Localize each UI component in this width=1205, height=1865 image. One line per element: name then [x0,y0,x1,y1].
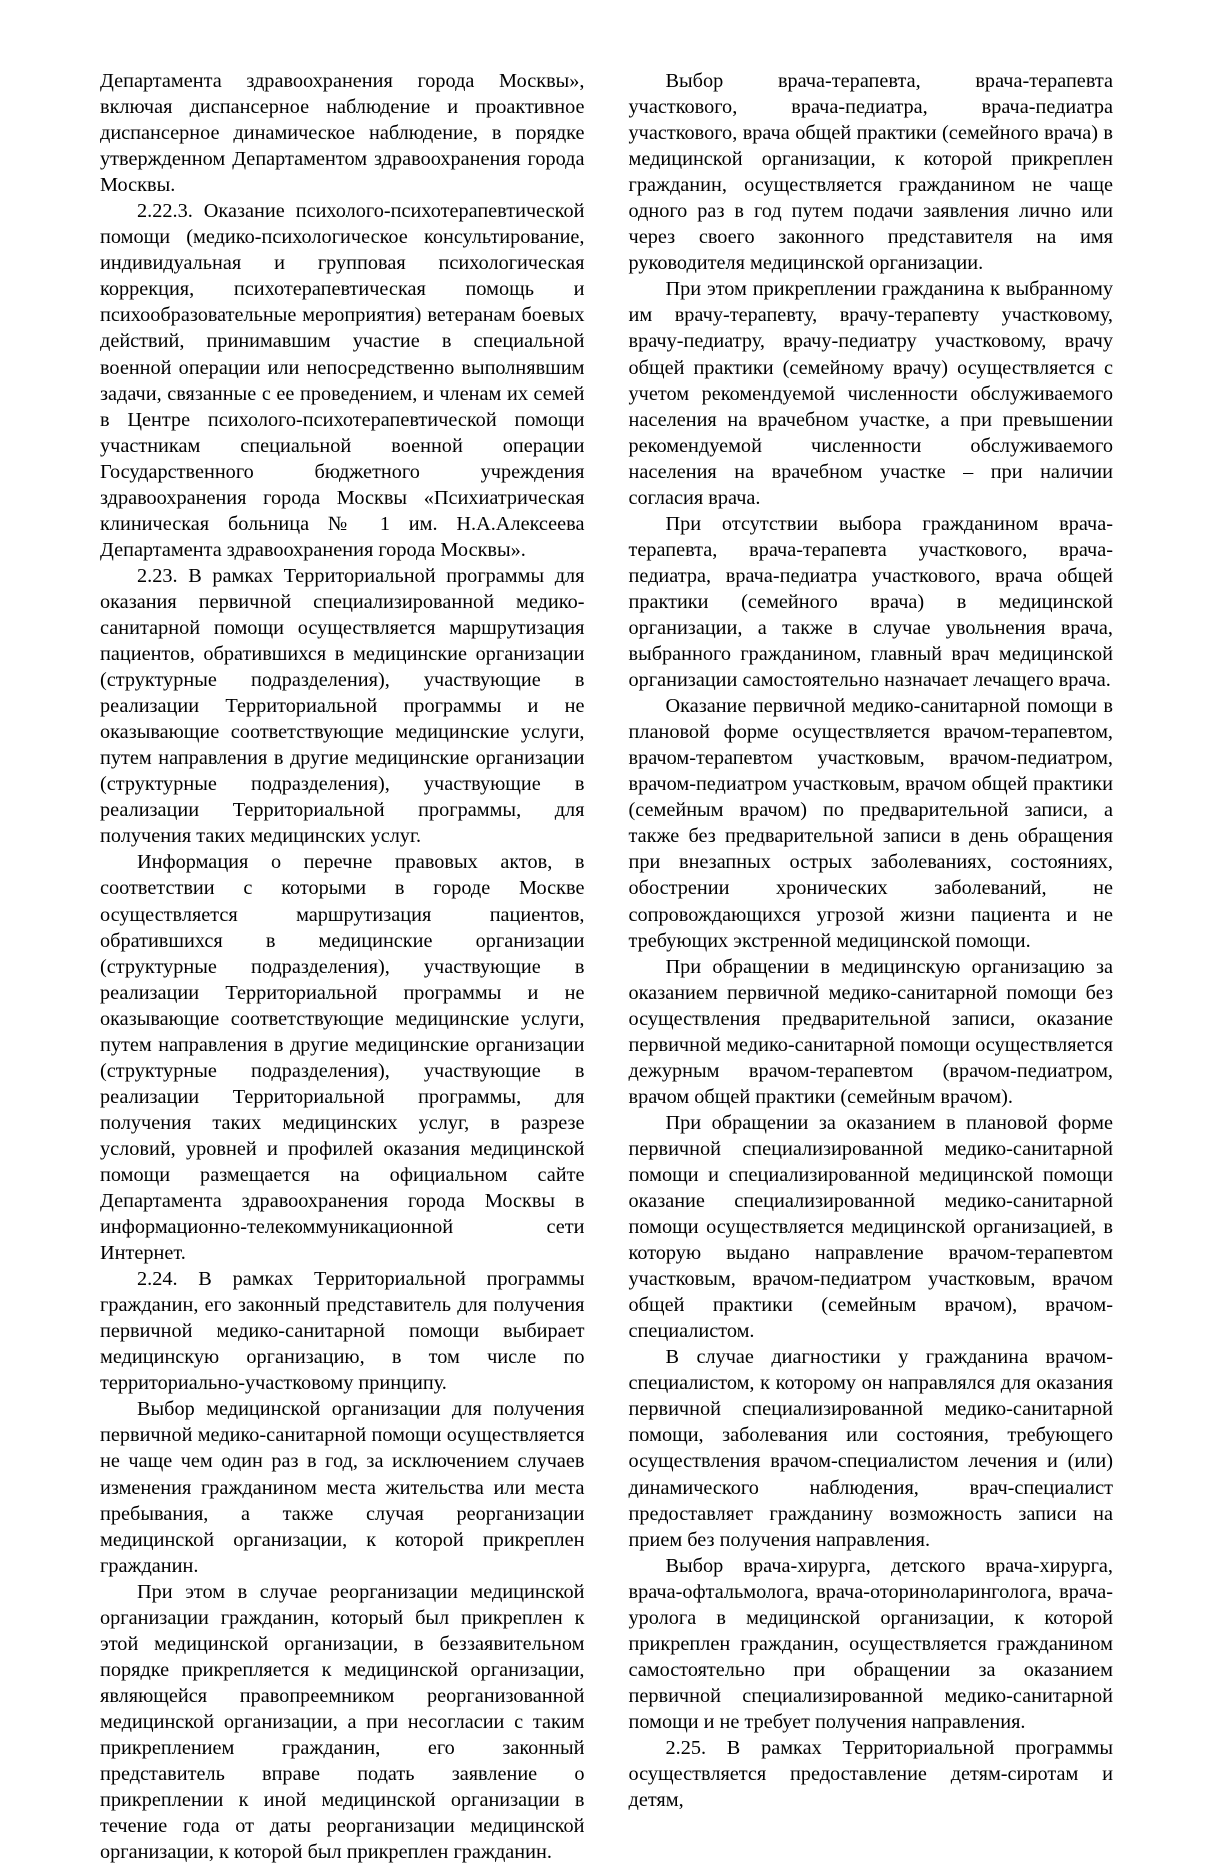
paragraph: 2.23. В рамках Территориальной программы для оказания первичной специализированной медико-санитарной помощи осуществляется маршрутизация пациентов, обратившихся в медицинские организации (структурные подразделения), участвующие в реализации Территориальной программы и не оказывающие соответствующие медицинские услуги, путем направления в другие медицинские организации (структурные подразделения), участвующие в реализации Территориальной программы, для получения таких медицинских услуг. [100,564,585,848]
two-column-layout [100,68,1113,1864]
paragraph: При обращении за оказанием в плановой форме первичной специализированной медико-санитарной помощи и специализированной медицинской помощи оказание специализированной медико-санитарной помощи осуществляется медицинской организацией, в которую выдано направление врачом-терапевтом участковым, врачом-педиатром участковым, врачом общей практики (семейным врачом), врачом-специалистом. [628,1111,1113,1343]
paragraph: 2.24. В рамках Территориальной программы гражданин, его законный представитель для получения первичной медико-санитарной помощи выбирает медицинскую организацию, в том числе по территориально-участковому принципу. [100,1268,585,1395]
paragraph: При этом прикреплении гражданина к выбранному им врачу-терапевту, врачу-терапевту участковому, врачу-педиатру, врачу-педиатру участковому, врачу общей практики (семейному врачу) осуществляется с учетом рекомендуемой численности обслуживаемого населения на врачебном участке, а при превышении рекомендуемой численности обслуживаемого населения на врачебном участке – при наличии согласия врача. [628,278,1113,509]
paragraph: Департамента здравоохранения города Москвы», включая диспансерное наблюдение и проактивное диспансерное динамическое наблюдение, в порядке утвержденном Департаментом здравоохранения города Москвы. [100,70,585,197]
paragraph: Выбор врача-терапевта, врача-терапевта участкового, врача-педиатра, врача-педиатра участкового, врача общей практики (семейного врача) в медицинской организации, к которой прикреплен гражданин, осуществляется гражданином не чаще одного раз в год путем подачи заявления лично или через своего законного представителя на имя руководителя медицинской организации. [628,70,1113,275]
paragraph: Выбор врача-хирурга, детского врача-хирурга, врача-офтальмолога, врача-оториноларинголога, врача-уролога в медицинской организации, к которой прикреплен гражданин, осуществляется гражданином самостоятельно при обращении за оказанием первичной специализированной медико-санитарной помощи и не требует получения направления. [628,1554,1113,1733]
paragraph: Выбор медицинской организации для получения первичной медико-санитарной помощи осуществляется не чаще чем один раз в год, за исключением случаев изменения гражданином места жительства или места пребывания, а также случая реорганизации медицинской организации, к которой прикреплен гражданин. [100,1398,585,1577]
paragraph: 2.22.3. Оказание психолого-психотерапевтической помощи (медико-психологическое консультирование, индивидуальная и групповая психологическая коррекция, психотерапевтическая помощь и психообразовательные мероприятия) ветеранам боевых действий, принимавшим участие в специальной военной операции или непосредственно выполнявшим задачи, связанные с ее проведением, и членам их семей в Центре психолого-психотерапевтической помощи участникам специальной военной операции Государственного бюджетного учреждения здравоохранения города Москвы «Психиатрическая клиническая больница № 1 им. Н.А.Алексеева Департамента здравоохранения города Москвы». [100,200,585,561]
paragraph: При обращении в медицинскую организацию за оказанием первичной медико-санитарной помощи без осуществления предварительной записи, оказание первичной медико-санитарной помощи осуществляется дежурным врачом-терапевтом (врачом-педиатром, врачом общей практики (семейным врачом). [628,955,1113,1108]
paragraph: При отсутствии выбора гражданином врача-терапевта, врача-терапевта участкового, врача-педиатра, врача-педиатра участкового, врача общей практики (семейного врача) в медицинской организации, а также в случае увольнения врача, выбранного гражданином, главный врач медицинской организации самостоятельно назначает лечащего врача. [628,512,1113,692]
paragraph: Оказание первичной медико-санитарной помощи в плановой форме осуществляется врачом-терапевтом, врачом-терапевтом участковым, врачом-педиатром, врачом-педиатром участковым, врачом общей практики (семейным врачом) по предварительной записи, а также без предварительной записи в день обращения при внезапных острых заболеваниях, состояниях, обострении хронических заболеваний, не сопровождающихся угрозой жизни пациента и не требующих экстренной медицинской помощи. [628,695,1113,952]
right-text-column [628,68,1114,1812]
paragraph: В случае диагностики у гражданина врачом-специалистом, к которому он направлялся для оказания первичной специализированной медико-санитарной помощи, заболевания или состояния, требующего осуществления врачом-специалистом лечения и (или) динамического наблюдения, врач-специалист предоставляет гражданину возможность записи на прием без получения направления. [628,1346,1113,1551]
paragraph: Информация о перечне правовых актов, в соответствии с которыми в городе Москве осуществляется маршрутизация пациентов, обратившихся в медицинские организации (структурные подразделения), участвующие в реализации Территориальной программы и не оказывающие соответствующие медицинские услуги, путем направления в другие медицинские организации (структурные подразделения), участвующие в реализации Территориальной программы, для получения таких медицинских услуг, в разрезе условий, уровней и профилей оказания медицинской помощи размещается на официальном сайте Департамента здравоохранения города Москвы в информационно-телекоммуникационной сети Интернет. [100,851,585,1265]
paragraph: При этом в случае реорганизации медицинской организации гражданин, который был прикреплен к этой медицинской организации, в беззаявительном порядке прикрепляется к медицинской организации, являющейся правопреемником реорганизованной медицинской организации, а при несогласии с таким прикреплением гражданин, его законный представитель вправе подать заявление о прикреплении к иной медицинской организации в течение года от даты реорганизации медицинской организации, к которой был прикреплен гражданин. [100,1580,585,1864]
left-text-column [100,68,585,1864]
paragraph: 2.25. В рамках Территориальной программы осуществляется предоставление детям-сиротам и детям, [628,1737,1113,1812]
